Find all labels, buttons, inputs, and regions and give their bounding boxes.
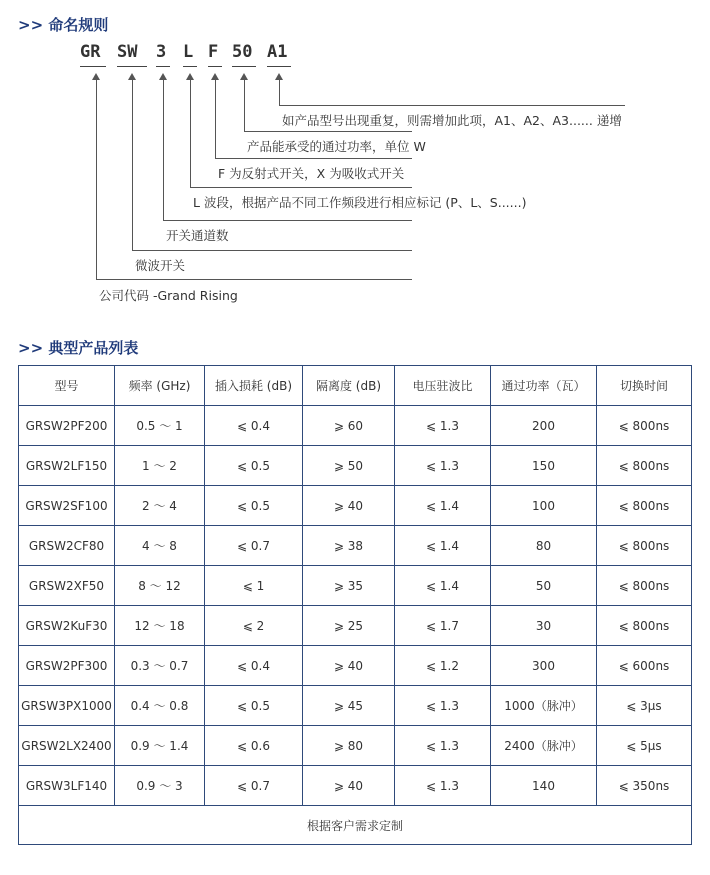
cell-model: GRSW2KuF30 xyxy=(19,606,115,646)
cell-vswr: ⩽ 1.3 xyxy=(395,766,491,806)
leader-line-company xyxy=(96,79,97,279)
leader-line-type xyxy=(215,79,216,158)
table-row xyxy=(19,606,692,646)
table-row xyxy=(19,566,692,606)
header-isolation: 隔离度 (dB) xyxy=(303,366,395,406)
cell-model: GRSW2PF300 xyxy=(19,646,115,686)
cell-frequency: 0.4 ～ 0.8 xyxy=(115,686,205,726)
cell-switch-time: ⩽ 600ns xyxy=(597,646,692,686)
cell-frequency: 1 ～ 2 xyxy=(115,446,205,486)
cell-switch-time: ⩽ 800ns xyxy=(597,526,692,566)
desc-suffix: 如产品型号出现重复，则需增加此项，A1、A2、A3...... 递增 xyxy=(282,113,622,128)
cell-model: GRSW3PX1000 xyxy=(19,686,115,726)
table-row xyxy=(19,646,692,686)
cell-isolation: ⩾ 60 xyxy=(303,406,395,446)
table-footer-row xyxy=(19,806,692,845)
underline-sw xyxy=(117,66,147,67)
cell-switch-time: ⩽ 800ns xyxy=(597,486,692,526)
cell-frequency: 4 ～ 8 xyxy=(115,526,205,566)
code-segment-band: L xyxy=(183,42,194,62)
leader-line-band xyxy=(190,79,191,187)
cell-isolation: ⩾ 35 xyxy=(303,566,395,606)
cell-isolation: ⩾ 40 xyxy=(303,646,395,686)
cell-isolation: ⩾ 40 xyxy=(303,486,395,526)
cell-power: 140 xyxy=(491,766,597,806)
cell-frequency: 8 ～ 12 xyxy=(115,566,205,606)
cell-insertion-loss: ⩽ 0.7 xyxy=(205,766,303,806)
underline-type xyxy=(208,66,222,67)
hline-suffix xyxy=(279,105,625,106)
hline-power xyxy=(244,131,412,132)
cell-vswr: ⩽ 1.4 xyxy=(395,526,491,566)
hline-band xyxy=(190,187,412,188)
hline-type xyxy=(215,158,412,159)
naming-rules-title: >> 命名规则 xyxy=(18,16,109,34)
cell-insertion-loss: ⩽ 0.5 xyxy=(205,686,303,726)
table-header-row xyxy=(19,366,692,406)
cell-power: 1000（脉冲） xyxy=(491,686,597,726)
cell-power: 200 xyxy=(491,406,597,446)
cell-isolation: ⩾ 25 xyxy=(303,606,395,646)
code-segment-suffix: A1 xyxy=(267,42,288,62)
leader-line-power xyxy=(244,79,245,131)
desc-switch: 微波开关 xyxy=(135,258,186,273)
table-row xyxy=(19,526,692,566)
cell-model: GRSW2XF50 xyxy=(19,566,115,606)
cell-switch-time: ⩽ 800ns xyxy=(597,566,692,606)
cell-insertion-loss: ⩽ 0.5 xyxy=(205,486,303,526)
cell-switch-time: ⩽ 3μs xyxy=(597,686,692,726)
cell-insertion-loss: ⩽ 1 xyxy=(205,566,303,606)
cell-isolation: ⩾ 50 xyxy=(303,446,395,486)
cell-power: 2400（脉冲） xyxy=(491,726,597,766)
cell-switch-time: ⩽ 800ns xyxy=(597,406,692,446)
table-row xyxy=(19,486,692,526)
leader-line-suffix xyxy=(279,79,280,105)
desc-type: F 为反射式开关，X 为吸收式开关 xyxy=(218,166,405,181)
header-vswr: 电压驻波比 xyxy=(395,366,491,406)
underline-power xyxy=(232,66,256,67)
cell-insertion-loss: ⩽ 0.7 xyxy=(205,526,303,566)
cell-insertion-loss: ⩽ 0.6 xyxy=(205,726,303,766)
cell-frequency: 0.9 ～ 1.4 xyxy=(115,726,205,766)
desc-channels: 开关通道数 xyxy=(166,228,229,243)
cell-insertion-loss: ⩽ 0.5 xyxy=(205,446,303,486)
cell-vswr: ⩽ 1.3 xyxy=(395,686,491,726)
underline-channels xyxy=(156,66,170,67)
cell-vswr: ⩽ 1.3 xyxy=(395,726,491,766)
cell-model: GRSW2CF80 xyxy=(19,526,115,566)
table-row xyxy=(19,766,692,806)
cell-switch-time: ⩽ 800ns xyxy=(597,606,692,646)
code-segment-type: F xyxy=(208,42,219,62)
cell-model: GRSW2SF100 xyxy=(19,486,115,526)
cell-model: GRSW2LX2400 xyxy=(19,726,115,766)
header-model: 型号 xyxy=(19,366,115,406)
header-insertion-loss: 插入损耗 (dB) xyxy=(205,366,303,406)
cell-model: GRSW3LF140 xyxy=(19,766,115,806)
header-switch-time: 切换时间 xyxy=(597,366,692,406)
cell-vswr: ⩽ 1.4 xyxy=(395,566,491,606)
code-segment-power: 50 xyxy=(232,42,253,62)
hline-channels xyxy=(163,220,412,221)
cell-insertion-loss: ⩽ 0.4 xyxy=(205,646,303,686)
cell-isolation: ⩾ 38 xyxy=(303,526,395,566)
cell-frequency: 0.9 ～ 3 xyxy=(115,766,205,806)
cell-isolation: ⩾ 40 xyxy=(303,766,395,806)
leader-line-channels xyxy=(163,79,164,220)
cell-frequency: 2 ～ 4 xyxy=(115,486,205,526)
underline-gr xyxy=(80,66,106,67)
cell-vswr: ⩽ 1.3 xyxy=(395,446,491,486)
table-row xyxy=(19,406,692,446)
leader-line-switch xyxy=(132,79,133,250)
underline-band xyxy=(183,66,197,67)
cell-isolation: ⩾ 80 xyxy=(303,726,395,766)
cell-model: GRSW2PF200 xyxy=(19,406,115,446)
desc-power: 产品能承受的通过功率，单位 W xyxy=(247,139,426,154)
cell-switch-time: ⩽ 350ns xyxy=(597,766,692,806)
cell-vswr: ⩽ 1.2 xyxy=(395,646,491,686)
cell-power: 50 xyxy=(491,566,597,606)
cell-frequency: 0.5 ～ 1 xyxy=(115,406,205,446)
underline-suffix xyxy=(267,66,291,67)
cell-switch-time: ⩽ 5μs xyxy=(597,726,692,766)
product-table xyxy=(18,365,692,845)
cell-power: 150 xyxy=(491,446,597,486)
header-power: 通过功率（瓦） xyxy=(491,366,597,406)
cell-model: GRSW2LF150 xyxy=(19,446,115,486)
cell-power: 100 xyxy=(491,486,597,526)
hline-switch xyxy=(132,250,412,251)
table-row xyxy=(19,446,692,486)
table-row xyxy=(19,686,692,726)
cell-power: 30 xyxy=(491,606,597,646)
hline-company xyxy=(96,279,412,280)
cell-switch-time: ⩽ 800ns xyxy=(597,446,692,486)
desc-band: L 波段，根据产品不同工作频段进行相应标记 (P、L、S......) xyxy=(193,195,527,210)
cell-vswr: ⩽ 1.7 xyxy=(395,606,491,646)
cell-insertion-loss: ⩽ 2 xyxy=(205,606,303,646)
table-row xyxy=(19,726,692,766)
code-segment-gr: GR xyxy=(80,42,101,62)
cell-insertion-loss: ⩽ 0.4 xyxy=(205,406,303,446)
cell-frequency: 12 ～ 18 xyxy=(115,606,205,646)
cell-isolation: ⩾ 45 xyxy=(303,686,395,726)
cell-power: 300 xyxy=(491,646,597,686)
cell-vswr: ⩽ 1.3 xyxy=(395,406,491,446)
header-frequency: 频率 (GHz) xyxy=(115,366,205,406)
cell-power: 80 xyxy=(491,526,597,566)
cell-vswr: ⩽ 1.4 xyxy=(395,486,491,526)
code-segment-sw: SW xyxy=(117,42,138,62)
cell-frequency: 0.3 ～ 0.7 xyxy=(115,646,205,686)
custom-order-note: 根据客户需求定制 xyxy=(19,806,692,845)
product-list-title: >> 典型产品列表 xyxy=(18,339,139,357)
desc-company: 公司代码 -Grand Rising xyxy=(99,288,238,303)
code-segment-channels: 3 xyxy=(156,42,167,62)
